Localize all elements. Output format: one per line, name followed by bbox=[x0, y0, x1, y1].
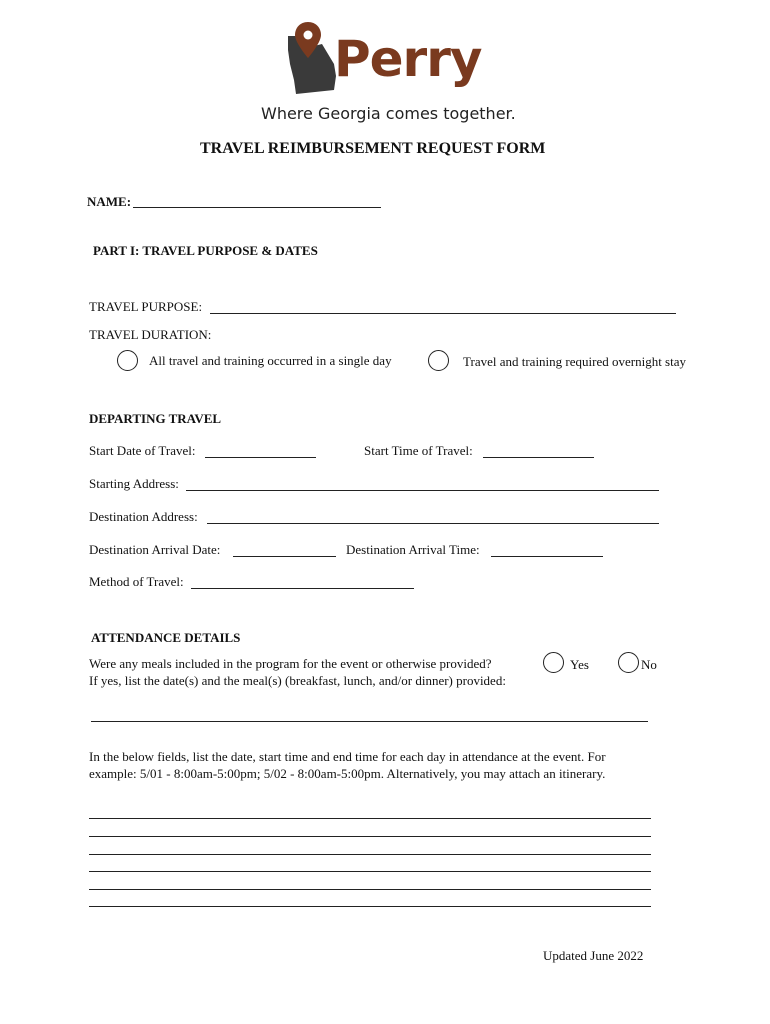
itinerary-line[interactable] bbox=[89, 818, 651, 819]
start-time-field[interactable] bbox=[483, 457, 594, 458]
itinerary-line[interactable] bbox=[89, 871, 651, 872]
duration-overnight-radio[interactable] bbox=[428, 350, 449, 371]
method-of-travel-field[interactable] bbox=[191, 588, 414, 589]
form-title: TRAVEL REIMBURSEMENT REQUEST FORM bbox=[200, 140, 546, 157]
meals-details-field[interactable] bbox=[91, 721, 648, 722]
logo-tagline: Where Georgia comes together. bbox=[261, 104, 516, 123]
start-date-field[interactable] bbox=[205, 457, 316, 458]
meals-no-label: No bbox=[641, 657, 657, 672]
travel-purpose-field[interactable] bbox=[210, 313, 676, 314]
itinerary-line[interactable] bbox=[89, 906, 651, 907]
itinerary-instructions-line-1: In the below fields, list the date, start time and end time for each day in attendance at the event. For bbox=[89, 749, 606, 764]
destination-address-label: Destination Address: bbox=[89, 509, 198, 524]
meals-yes-radio[interactable] bbox=[543, 652, 564, 673]
travel-purpose-label: TRAVEL PURPOSE: bbox=[89, 299, 203, 314]
destination-arrival-time-label: Destination Arrival Time: bbox=[346, 542, 480, 557]
itinerary-line[interactable] bbox=[89, 836, 651, 837]
logo bbox=[284, 20, 494, 100]
start-date-label: Start Date of Travel: bbox=[89, 443, 196, 458]
updated-date: Updated June 2022 bbox=[543, 948, 644, 963]
destination-arrival-date-field[interactable] bbox=[233, 556, 336, 557]
destination-arrival-date-label: Destination Arrival Date: bbox=[89, 542, 221, 557]
meals-question: Were any meals included in the program for the event or otherwise provided? bbox=[89, 656, 492, 671]
itinerary-line[interactable] bbox=[89, 889, 651, 890]
destination-address-field[interactable] bbox=[207, 523, 659, 524]
departing-heading: DEPARTING TRAVEL bbox=[89, 411, 222, 426]
name-field[interactable] bbox=[133, 207, 381, 208]
destination-arrival-time-field[interactable] bbox=[491, 556, 603, 557]
travel-duration-label: TRAVEL DURATION: bbox=[89, 327, 212, 342]
attendance-heading: ATTENDANCE DETAILS bbox=[91, 630, 241, 645]
itinerary-instructions-line-2: example: 5/01 - 8:00am-5:00pm; 5/02 - 8:00am-5:00pm. Alternatively, you may attach an itinerary. bbox=[89, 766, 606, 781]
method-of-travel-label: Method of Travel: bbox=[89, 574, 184, 589]
start-time-label: Start Time of Travel: bbox=[364, 443, 473, 458]
name-label: NAME: bbox=[87, 194, 132, 209]
part1-heading: PART I: TRAVEL PURPOSE & DATES bbox=[93, 243, 318, 258]
starting-address-field[interactable] bbox=[186, 490, 659, 491]
starting-address-label: Starting Address: bbox=[89, 476, 179, 491]
duration-overnight-label: Travel and training required overnight stay bbox=[463, 354, 686, 369]
meals-followup: If yes, list the date(s) and the meal(s) (breakfast, lunch, and/or dinner) provided: bbox=[89, 673, 506, 688]
meals-yes-label: Yes bbox=[570, 657, 589, 672]
logo-wordmark: Perry bbox=[334, 30, 482, 88]
meals-no-radio[interactable] bbox=[618, 652, 639, 673]
itinerary-line[interactable] bbox=[89, 854, 651, 855]
duration-single-day-label: All travel and training occurred in a single day bbox=[149, 353, 392, 368]
duration-single-day-radio[interactable] bbox=[117, 350, 138, 371]
